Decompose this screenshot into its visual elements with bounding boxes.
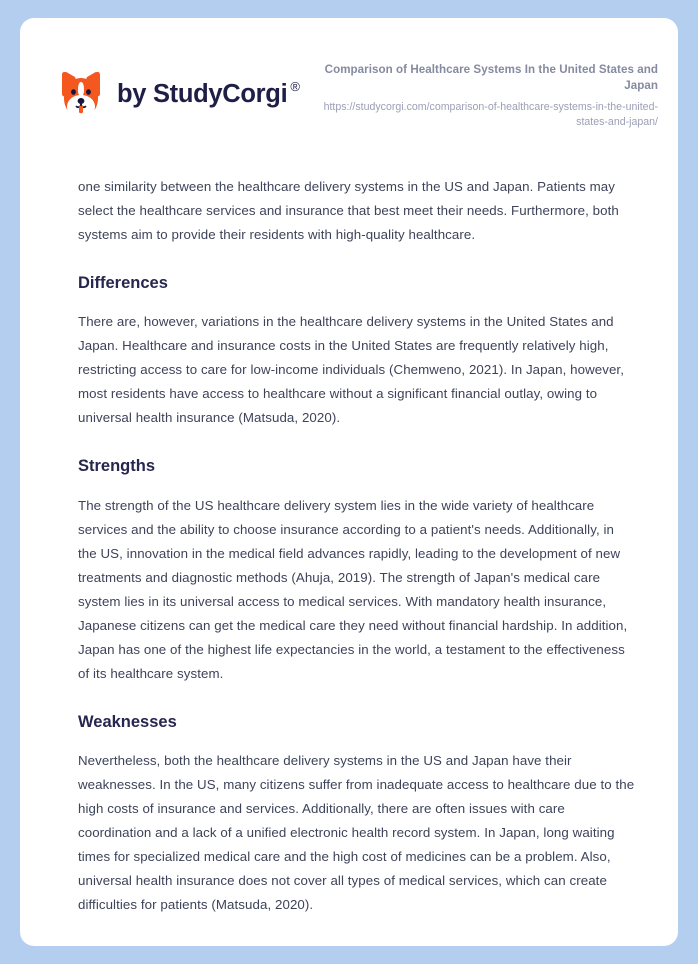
- section-paragraph-weaknesses: Nevertheless, both the healthcare delivery systems in the US and Japan have their weaknesses. In the US, many citizens suffer from inadequate access to healthcare due to the high costs of insurance and services. Additionally, there are often issues with care coordination and a lack of a unified electronic health record system. In Japan, long waiting times for specialized medical care and the high cost of medicines can be a problem. Also, universal health insurance does not cover all types of medical services, which can create difficulties for patients (Matsuda, 2020).: [78, 752, 635, 912]
- section-heading-strengths: Strengths: [78, 457, 156, 476]
- document-body: [20, 175, 678, 917]
- document-title: Comparison of Healthcare Systems In the United States and Japan: [324, 63, 658, 93]
- intro-paragraph: one similarity between the healthcare delivery systems in the US and Japan. Patients may select the healthcare services and insurance that best meet their needs. Furthermore, both systems aim to provide their residents with high-quality healthcare.: [78, 178, 619, 242]
- document-header: [20, 18, 678, 131]
- brand-wordmark-text: by StudyCorgi: [117, 80, 288, 109]
- section-heading-differences: Differences: [78, 273, 168, 292]
- section-paragraph-strengths: The strength of the US healthcare delivery system lies in the wide variety of healthcare services and the ability to choose insurance according to a patient's needs. Additionally, in the US, innovation in the medical field advances rapidly, leading to the development of new treatments and diagnostic methods (Ahuja, 2019). The strength of Japan's medical care system lies in its universal access to medical services. With mandatory health insurance, Japanese citizens can get the medical care they need without financial hardship. In addition, Japan has one of the highest life expectancies in the world, a testament to the effectiveness of its healthcare system.: [78, 497, 628, 681]
- brand-wordmark: [117, 79, 300, 109]
- corgi-head-icon: [58, 70, 104, 120]
- registered-trademark-icon: ®: [290, 79, 300, 95]
- brand-logo: [58, 60, 300, 120]
- document-sheet: [20, 18, 678, 946]
- document-url[interactable]: https://studycorgi.com/comparison-of-healthcare-systems-in-the-united-states-and-japan/: [323, 100, 658, 129]
- document-meta: [308, 60, 658, 131]
- section-heading-weaknesses: Weaknesses: [78, 712, 177, 731]
- section-paragraph-differences: There are, however, variations in the healthcare delivery systems in the United States and Japan. Healthcare and insurance costs in the United States are frequently relatively high, restricting access to care for low-income individuals (Chemweno, 2021). In Japan, however, most residents have access to healthcare without a significant financial outlay, owing to universal health insurance (Matsuda, 2020).: [78, 314, 624, 426]
